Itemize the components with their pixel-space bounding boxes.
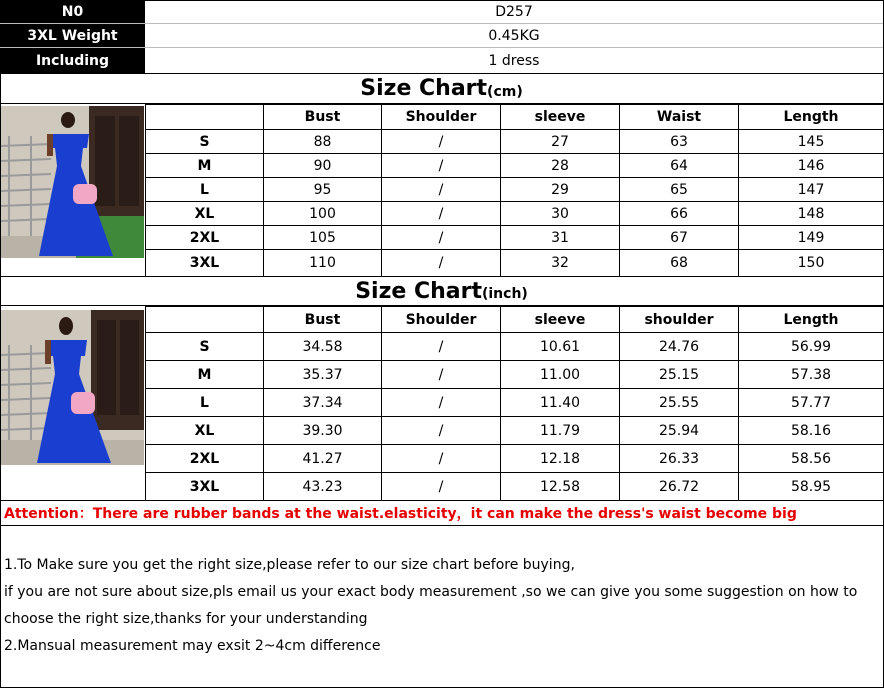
header-cell: Shoulder — [382, 105, 501, 130]
value-cell: 28 — [501, 154, 620, 178]
header-cell: shoulder — [620, 307, 739, 333]
value-cell: 29 — [501, 178, 620, 202]
value-cell: 26.33 — [620, 445, 739, 473]
size-cell: XL — [146, 417, 264, 445]
value-cell: 25.55 — [620, 389, 739, 417]
value-cell: 32 — [501, 250, 620, 277]
value-cell: 88 — [264, 130, 382, 154]
value-cell: 56.99 — [739, 333, 884, 361]
product-photo — [1, 106, 144, 258]
value-cell: 66 — [620, 202, 739, 226]
header-row-including — [0, 48, 883, 73]
table-row — [146, 361, 884, 389]
table-row — [146, 178, 884, 202]
note-line: choose the right size,thanks for your understanding — [4, 611, 368, 627]
value-cell: 26.72 — [620, 473, 739, 501]
value-cell: 58.95 — [739, 473, 884, 501]
value-cell: 147 — [739, 178, 884, 202]
header-cell: Length — [739, 307, 884, 333]
size-chart-cm-title — [0, 73, 883, 104]
value-cell: 25.15 — [620, 361, 739, 389]
size-cell: 3XL — [146, 250, 264, 277]
table-row — [146, 333, 884, 361]
size-cell: 2XL — [146, 445, 264, 473]
chart-title-text: Size Chart — [355, 278, 482, 304]
header-cell: Bust — [264, 105, 382, 130]
value-cell: 95 — [264, 178, 382, 202]
value-cell: 12.18 — [501, 445, 620, 473]
size-cell: M — [146, 361, 264, 389]
header-value: 1 dress — [488, 52, 540, 69]
value-cell: 37.34 — [264, 389, 382, 417]
size-cell: S — [146, 333, 264, 361]
size-cell: S — [146, 130, 264, 154]
value-cell: 90 — [264, 154, 382, 178]
value-cell: 145 — [739, 130, 884, 154]
value-cell: / — [382, 226, 501, 250]
value-cell: 150 — [739, 250, 884, 277]
table-row — [146, 226, 884, 250]
value-cell: 27 — [501, 130, 620, 154]
size-cell: XL — [146, 202, 264, 226]
value-cell: / — [382, 361, 501, 389]
attention-note: Attention：There are rubber bands at the waist.elasticity，it can make the dress's waist become big — [0, 500, 883, 526]
value-cell: / — [382, 202, 501, 226]
header-row-number — [0, 0, 883, 24]
value-cell: 25.94 — [620, 417, 739, 445]
dress-photo-illustration — [1, 106, 144, 258]
value-cell: 24.76 — [620, 333, 739, 361]
size-chart-inch-title — [0, 276, 883, 306]
header-cell-empty — [146, 105, 264, 130]
size-table-cm — [145, 104, 884, 277]
header-cell: Waist — [620, 105, 739, 130]
chart-unit: (inch) — [481, 286, 528, 302]
header-cell-empty — [146, 307, 264, 333]
table-row — [146, 417, 884, 445]
value-cell: / — [382, 178, 501, 202]
value-cell: 146 — [739, 154, 884, 178]
table-row — [146, 473, 884, 501]
header-value: 0.45KG — [488, 27, 540, 44]
value-cell: 43.23 — [264, 473, 382, 501]
product-photo — [1, 310, 144, 465]
table-row — [146, 130, 884, 154]
value-cell: 67 — [620, 226, 739, 250]
value-cell: / — [382, 473, 501, 501]
value-cell: 10.61 — [501, 333, 620, 361]
value-cell: 11.00 — [501, 361, 620, 389]
value-cell: 41.27 — [264, 445, 382, 473]
table-row — [146, 154, 884, 178]
value-cell: 30 — [501, 202, 620, 226]
value-cell: 64 — [620, 154, 739, 178]
value-cell: 58.56 — [739, 445, 884, 473]
table-row — [146, 202, 884, 226]
value-cell: 148 — [739, 202, 884, 226]
value-cell: 34.58 — [264, 333, 382, 361]
table-row — [146, 445, 884, 473]
note-line: 2.Mansual measurement may exsit 2~4cm difference — [4, 638, 381, 654]
value-cell: / — [382, 389, 501, 417]
dress-photo-illustration — [1, 310, 144, 465]
header-cell: sleeve — [501, 307, 620, 333]
value-cell: 63 — [620, 130, 739, 154]
value-cell: 11.40 — [501, 389, 620, 417]
value-cell: / — [382, 445, 501, 473]
note-line: if you are not sure about size,pls email us your exact body measurement ,so we can give you some suggestion on how to — [4, 584, 858, 600]
note-line: 1.To Make sure you get the right size,please refer to our size chart before buying, — [4, 557, 575, 573]
size-cell: M — [146, 154, 264, 178]
header-row-weight — [0, 24, 883, 48]
value-cell: 110 — [264, 250, 382, 277]
value-cell: / — [382, 417, 501, 445]
value-cell: 57.77 — [739, 389, 884, 417]
chart-unit: (cm) — [487, 83, 523, 100]
size-cell: 2XL — [146, 226, 264, 250]
value-cell: 65 — [620, 178, 739, 202]
value-cell: / — [382, 154, 501, 178]
value-cell: 58.16 — [739, 417, 884, 445]
size-table-inch — [145, 306, 884, 501]
size-notes — [4, 552, 880, 660]
table-row — [146, 389, 884, 417]
header-value: D257 — [495, 3, 533, 20]
size-cell: L — [146, 389, 264, 417]
value-cell: 39.30 — [264, 417, 382, 445]
value-cell: 35.37 — [264, 361, 382, 389]
value-cell: / — [382, 333, 501, 361]
header-cell: Length — [739, 105, 884, 130]
value-cell: 105 — [264, 226, 382, 250]
header-label: Including — [0, 48, 145, 73]
value-cell: 12.58 — [501, 473, 620, 501]
header-cell: Shoulder — [382, 307, 501, 333]
value-cell: 31 — [501, 226, 620, 250]
value-cell: 100 — [264, 202, 382, 226]
table-header-row — [146, 307, 884, 333]
value-cell: 11.79 — [501, 417, 620, 445]
header-cell: sleeve — [501, 105, 620, 130]
header-cell: Bust — [264, 307, 382, 333]
value-cell: / — [382, 130, 501, 154]
value-cell: 149 — [739, 226, 884, 250]
value-cell: / — [382, 250, 501, 277]
size-cell: L — [146, 178, 264, 202]
value-cell: 68 — [620, 250, 739, 277]
table-row — [146, 250, 884, 277]
size-cell: 3XL — [146, 473, 264, 501]
value-cell: 57.38 — [739, 361, 884, 389]
header-label: 3XL Weight — [0, 24, 145, 47]
table-header-row — [146, 105, 884, 130]
header-label: N0 — [0, 0, 145, 23]
chart-title-text: Size Chart — [360, 76, 488, 101]
